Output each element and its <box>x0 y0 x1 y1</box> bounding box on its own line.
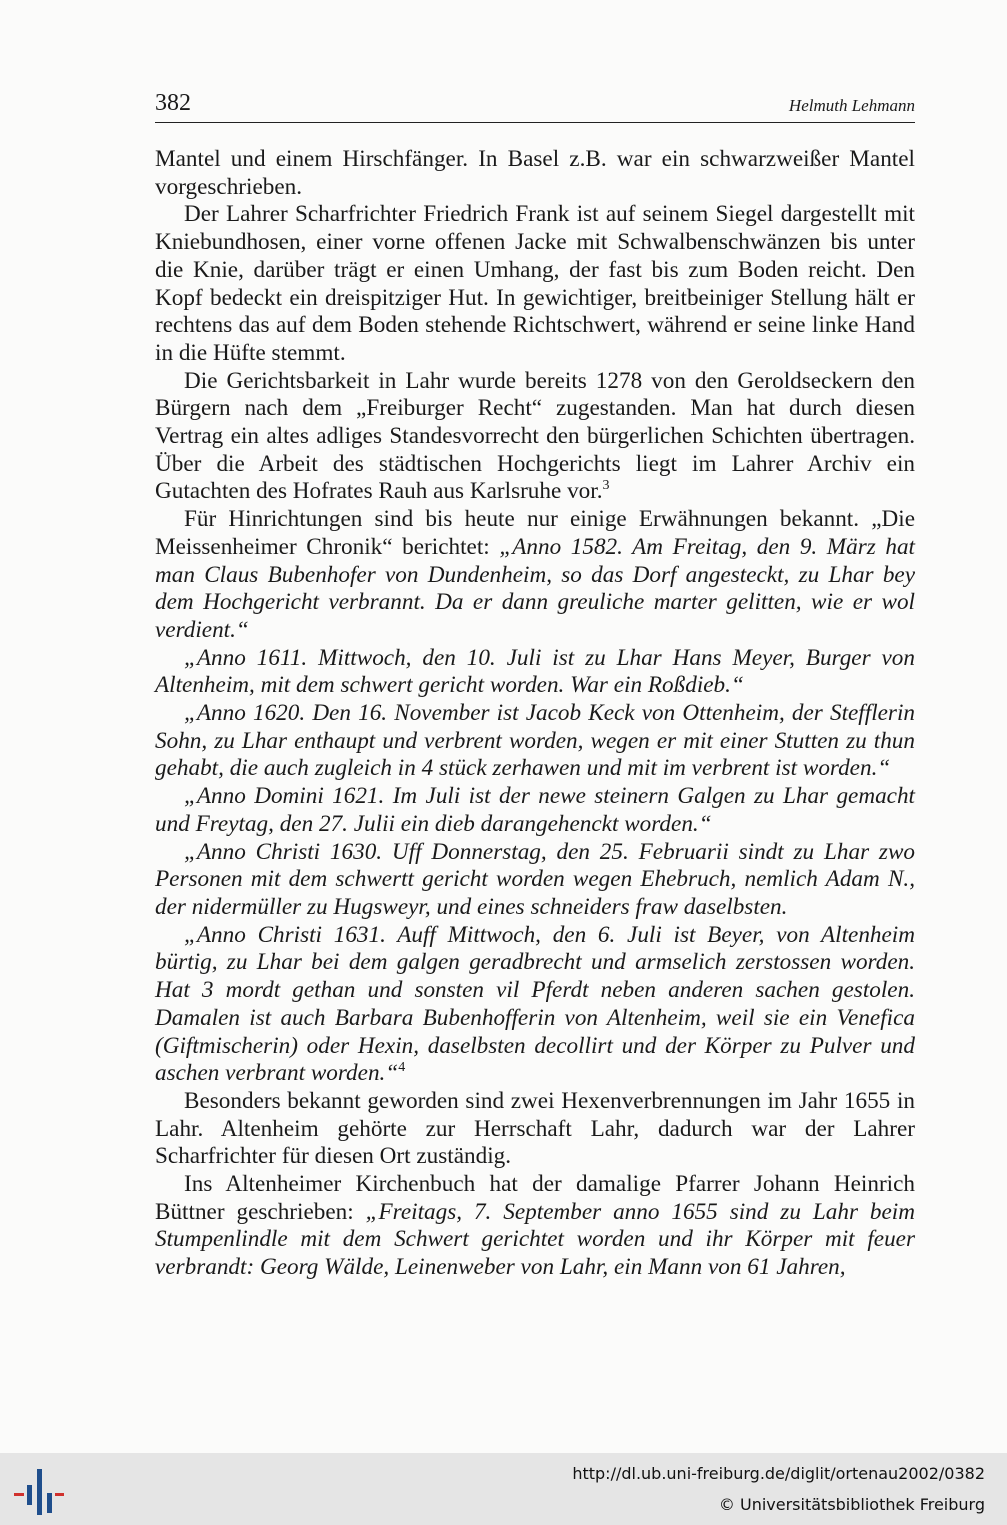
page-header <box>155 88 915 123</box>
body-text <box>155 146 915 1282</box>
paragraph <box>155 201 915 367</box>
quoted-chronicle-text: „Anno 1582. Am Freitag, den 9. März hat man Claus Bubenhofer von Dundenheim, so das Dorf angesteckt, zu Lhar bey dem Hochgericht verbrannt. Da er dann greuliche marter gelitten, wie er wol verdient.“ <box>155 533 915 643</box>
paragraph <box>155 146 915 201</box>
paragraph-text: Die Gerichtsbarkeit in Lahr wurde bereits 1278 von den Geroldseckern den Bürgern nach dem „Freiburger Recht“ zugestanden. Man hat durch diesen Vertrag ein altes adliges Standesvorrecht den bürgerlichen Schichten übertragen. Über die Arbeit des städtischen Hochgerichts liegt im Lahrer Archiv ein Gutachten des Hofrates Rauh aus Karlsruhe vor. <box>155 367 915 505</box>
quoted-chronicle-text: „Freitags, 7. September anno 1655 sind zu Lahr beim Stumpenlindle mit dem Schwert gerichtet worden und ihr Körper mit feuer verbrandt: Georg Wälde, Leinenweber von Lahr, ein Mann von 61 Jahren, <box>155 1198 915 1281</box>
paragraph-text: Besonders bekannt geworden sind zwei Hexenverbrennungen im Jahr 1655 in Lahr. Altenheim gehörte zur Herrschaft Lahr, dadurch war der Lahrer Scharfrichter für diesen Ort zuständig. <box>155 1087 915 1170</box>
quoted-chronicle-text: „Anno Christi 1631. Auff Mittwoch, den 6. Juli ist Beyer, von Altenheim bürtig, zu Lhar bei dem galgen geradbrecht und armselich zerstossen worden. Hat 3 mordt gethan und sonsten vil Pferdt neben anderen sachen gestolen. Damalen ist auch Barbara Bubenhofferin von Altenheim, weil sie ein Venefica (Giftmischerin) oder Hexin, daselbsten decollirt und der Körper zu Pulver und aschen verbrant worden.“ <box>155 921 915 1087</box>
paragraph <box>155 922 915 1088</box>
paragraph-text: Mantel und einem Hirschfänger. In Basel z.B. war ein schwarzweißer Mantel vorgeschrieben. <box>155 146 915 200</box>
paragraph <box>155 783 915 838</box>
paragraph-text: Ins Altenheimer Kirchenbuch hat der damalige Pfarrer Johann Heinrich Büttner geschrieben: <box>155 1171 915 1225</box>
page-number: 382 <box>155 90 191 116</box>
paragraph-text: Der Lahrer Scharfrichter Friedrich Frank ist auf seinem Siegel dargestellt mit Kniebundhosen, einer vorne offenen Jacke mit Schwalbenschwänzen bis unter die Knie, darüber trägt er einen Umhang, der fast bis zum Boden reicht. Den Kopf bedeckt ein dreispitziger Hut. In gewichtiger, breitbeiniger Stellung hält er rechtens das auf dem Boden stehende Richtschwert, während er seine linke Hand in die Hüfte stemmt. <box>155 201 915 366</box>
footnote-marker: 3 <box>602 478 610 494</box>
copyright-notice: © Universitätsbibliothek Freiburg <box>718 1495 985 1514</box>
ub-freiburg-logo-icon <box>14 1467 64 1517</box>
quoted-chronicle-text: „Anno 1620. Den 16. November ist Jacob Keck von Ottenheim, der Stefflerin Sohn, zu Lhar enthaupt und verbrent worden, wegen er mit einer Stutten zu thun gehabt, die auch zugleich in 4 stück zerhawen und mit im verbrent ist worden.“ <box>155 700 915 782</box>
quoted-chronicle-text: „Anno Christi 1630. Uff Donnerstag, den 25. Februarii sindt zu Lhar zwo Personen mit dem schwertt gericht worden wegen Ehebruch, nemlich Adam N., der nidermüller zu Hugsweyr, und eines schneiders fraw daselbsten. <box>155 838 915 920</box>
quoted-chronicle-text: „Anno 1611. Mittwoch, den 10. Juli ist zu Lhar Hans Meyer, Burger von Altenheim, mit dem schwert gericht worden. War ein Roßdieb.“ <box>155 644 915 699</box>
footer-bar <box>0 1453 1007 1525</box>
paragraph <box>155 700 915 783</box>
paragraph <box>155 839 915 922</box>
paragraph <box>155 506 915 645</box>
paragraph <box>155 645 915 700</box>
permalink-url-link[interactable]: http://dl.ub.uni-freiburg.de/diglit/ortenau2002/0382 <box>572 1464 985 1483</box>
paragraph <box>155 1088 915 1171</box>
quoted-chronicle-text: „Anno Domini 1621. Im Juli ist der newe steinern Galgen zu Lhar gemacht und Freytag, den 27. Julii ein dieb darangehenckt worden.“ <box>155 783 915 837</box>
running-head-author: Helmuth Lehmann <box>788 96 915 115</box>
paragraph <box>155 1171 915 1282</box>
paragraph-text: Für Hinrichtungen sind bis heute nur einige Erwähnungen bekannt. „Die Meissenheimer Chronik“ berichtet: <box>155 506 915 560</box>
paragraph <box>155 368 915 507</box>
footnote-marker: 4 <box>398 1060 406 1076</box>
